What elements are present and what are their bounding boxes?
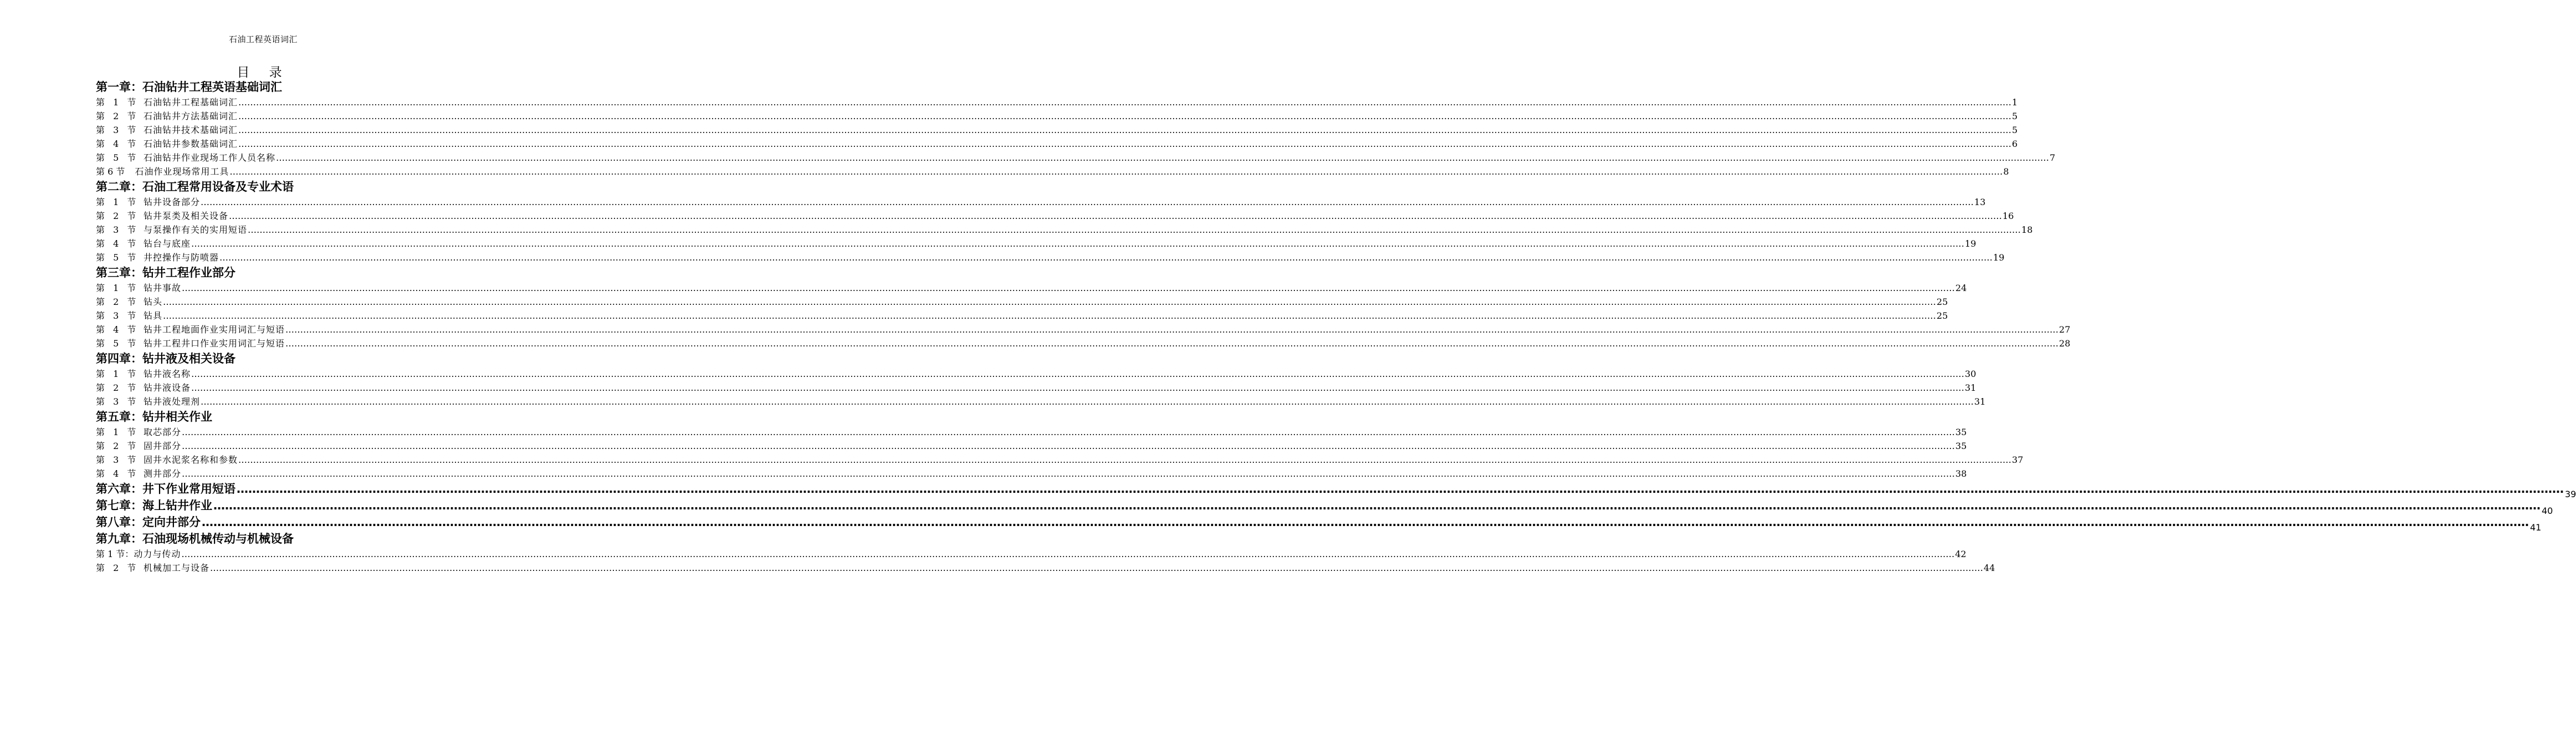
toc-section-entry: [96, 223, 2033, 237]
section-title: 钻井工程地面作业实用词汇与短语: [144, 324, 285, 335]
chapter-title: 第一章：石油钻井工程英语基础词汇: [96, 80, 282, 94]
dot-leader: ……………………………………………………………………………………………………………………………………………………………………………………………………………………………………………………………………………………………………………………………………………………………………………………………………………………………………………………………………………………………………………………………………………………: [238, 97, 2012, 108]
toc-section-entry: [96, 467, 1967, 481]
toc-chapter-heading: [96, 264, 431, 281]
section-title: 钻井液名称: [144, 369, 191, 379]
chapter-title: 第八章：定向井部分: [96, 516, 201, 529]
toc-section-entry: [96, 295, 1948, 309]
section-number: 第 6 节: [96, 166, 125, 177]
section-number: 第 4 节: [96, 468, 139, 479]
toc-section-entry: [96, 395, 1986, 409]
section-number: 第 2 节: [96, 211, 139, 221]
section-number: 第 1 节：: [96, 549, 134, 559]
section-title: 钻井设备部分: [144, 197, 201, 207]
dot-leader: ……………………………………………………………………………………………………………………………………………………………………………………………………………………………………………………………………………………………………………………………………………………………………………………………………………………………………………………………………………………………………………………………………………………: [182, 283, 1955, 293]
toc-section-entry: [96, 381, 1976, 395]
section-title: 钻井液设备: [144, 382, 191, 393]
dot-leader: ……………………………………………………………………………………………………………………………………………………………………………………………………………………………………………………………………………………………………………………………………………………………………………………………………………………………………………………………………………………………………………………………………………………: [163, 310, 1937, 321]
toc-chapter-heading: [96, 514, 2542, 533]
toc-section-entry: [96, 323, 2071, 336]
toc-title: 目 录: [237, 65, 290, 80]
dot-leader: ……………………………………………………………………………………………………………………………………………………………………………………………………………………………………………………………………………………………………………………………………………………………………………………………………………………………………………………………………………………………………………………………………………………: [202, 516, 2529, 529]
section-number: 第 1 节: [96, 427, 139, 437]
toc-section-entry: [96, 165, 2009, 178]
section-number: 第 1 节: [96, 369, 139, 379]
section-title: 石油钻井作业现场工作人员名称: [144, 152, 276, 163]
toc-section-entry: [96, 109, 2018, 123]
dot-leader: ……………………………………………………………………………………………………………………………………………………………………………………………………………………………………………………………………………………………………………………………………………………………………………………………………………………………………………………………………………………………………………………………………………………: [191, 369, 1965, 379]
running-header: 石油工程英语词汇: [228, 34, 298, 44]
toc-section-entry: [96, 209, 2014, 223]
chapter-title: 第九章：石油现场机械传动与机械设备: [96, 532, 294, 545]
toc-section-entry: [96, 425, 1967, 439]
section-number: 第 3 节: [96, 396, 139, 407]
section-title: 与泵操作有关的实用短语: [144, 224, 248, 235]
section-number: 第 2 节: [96, 563, 139, 573]
dot-leader: ……………………………………………………………………………………………………………………………………………………………………………………………………………………………………………………………………………………………………………………………………………………………………………………………………………………………………………………………………………………………………………………………………………………: [238, 455, 2012, 465]
section-title: 钻井液处理剂: [144, 396, 201, 407]
section-page-number: 35: [1955, 427, 1967, 437]
section-title: 石油钻井技术基础词汇: [144, 125, 238, 135]
table-of-contents: [96, 79, 2576, 575]
toc-section-entry: [96, 367, 1976, 381]
section-page-number: 1: [2012, 97, 2018, 108]
section-number: 第 5 节: [96, 152, 139, 163]
section-title: 石油作业现场常用工具: [135, 166, 229, 177]
section-page-number: 18: [2021, 224, 2033, 235]
section-title: 取芯部分: [144, 427, 182, 437]
section-page-number: 38: [1955, 468, 1967, 479]
dot-leader: ……………………………………………………………………………………………………………………………………………………………………………………………………………………………………………………………………………………………………………………………………………………………………………………………………………………………………………………………………………………………………………………………………………………: [213, 499, 2541, 512]
section-title: 测井部分: [144, 468, 182, 479]
section-page-number: 13: [1974, 197, 1986, 207]
section-title: 石油钻井工程基础词汇: [144, 97, 238, 108]
section-page-number: 31: [1974, 396, 1986, 407]
section-page-number: 19: [1965, 238, 1976, 249]
section-number: 第 2 节: [96, 382, 139, 393]
section-title: 石油钻井方法基础词汇: [144, 111, 238, 121]
dot-leader: ……………………………………………………………………………………………………………………………………………………………………………………………………………………………………………………………………………………………………………………………………………………………………………………………………………………………………………………………………………………………………………………………………………………: [285, 324, 2059, 335]
section-page-number: 42: [1955, 549, 1966, 559]
toc-section-entry: [96, 281, 1967, 295]
dot-leader: ……………………………………………………………………………………………………………………………………………………………………………………………………………………………………………………………………………………………………………………………………………………………………………………………………………………………………………………………………………………………………………………………………………………: [201, 396, 1974, 407]
section-number: 第 1 节: [96, 197, 139, 207]
toc-chapter-heading: [96, 409, 431, 425]
section-title: 井控操作与防喷器: [144, 252, 219, 263]
dot-leader: ……………………………………………………………………………………………………………………………………………………………………………………………………………………………………………………………………………………………………………………………………………………………………………………………………………………………………………………………………………………………………………………………………………………: [191, 238, 1965, 249]
toc-chapter-heading: [96, 497, 2553, 516]
toc-chapter-heading: [96, 79, 431, 95]
chapter-page-number: 41: [2530, 522, 2542, 533]
dot-leader: ……………………………………………………………………………………………………………………………………………………………………………………………………………………………………………………………………………………………………………………………………………………………………………………………………………………………………………………………………………………………………………………………………………………: [219, 252, 1993, 263]
dot-leader: ……………………………………………………………………………………………………………………………………………………………………………………………………………………………………………………………………………………………………………………………………………………………………………………………………………………………………………………………………………………………………………………………………………………: [201, 197, 1974, 207]
section-page-number: 31: [1965, 382, 1976, 393]
section-page-number: 28: [2059, 338, 2071, 349]
section-page-number: 27: [2059, 324, 2071, 335]
section-number: 第 3 节: [96, 125, 139, 135]
section-page-number: 24: [1955, 283, 1967, 293]
chapter-page-number: 40: [2542, 506, 2553, 516]
section-title: 钻具: [144, 310, 163, 321]
toc-section-entry: [96, 547, 1966, 561]
section-page-number: 30: [1965, 369, 1976, 379]
dot-leader: ……………………………………………………………………………………………………………………………………………………………………………………………………………………………………………………………………………………………………………………………………………………………………………………………………………………………………………………………………………………………………………………………………………………: [229, 166, 2003, 177]
section-page-number: 5: [2012, 111, 2018, 121]
section-number: 第 2 节: [96, 111, 139, 121]
section-page-number: 6: [2012, 139, 2018, 149]
section-title: 固井部分: [144, 441, 182, 451]
section-number: 第 4 节: [96, 139, 139, 149]
section-page-number: 19: [1993, 252, 2005, 263]
section-page-number: 8: [2003, 166, 2009, 177]
dot-leader: ……………………………………………………………………………………………………………………………………………………………………………………………………………………………………………………………………………………………………………………………………………………………………………………………………………………………………………………………………………………………………………………………………………………: [238, 125, 2012, 135]
dot-leader: ……………………………………………………………………………………………………………………………………………………………………………………………………………………………………………………………………………………………………………………………………………………………………………………………………………………………………………………………………………………………………………………………………………………: [210, 563, 1984, 573]
toc-chapter-heading: [96, 178, 431, 195]
section-number: 第 3 节: [96, 224, 139, 235]
section-title: 动力与传动: [134, 549, 181, 559]
toc-section-entry: [96, 95, 2018, 109]
section-title: 钻台与底座: [144, 238, 191, 249]
section-title: 固井水泥浆名称和参数: [144, 455, 238, 465]
section-page-number: 7: [2050, 152, 2056, 163]
dot-leader: ……………………………………………………………………………………………………………………………………………………………………………………………………………………………………………………………………………………………………………………………………………………………………………………………………………………………………………………………………………………………………………………………………………………: [238, 139, 2012, 149]
toc-section-entry: [96, 251, 2005, 264]
section-number: 第 3 节: [96, 310, 139, 321]
toc-chapter-heading: [96, 481, 2576, 499]
toc-chapter-heading: [96, 350, 431, 367]
toc-section-entry: [96, 195, 1986, 209]
chapter-title: 第五章：钻井相关作业: [96, 410, 212, 423]
chapter-title: 第二章：石油工程常用设备及专业术语: [96, 180, 294, 193]
toc-section-entry: [96, 309, 1948, 323]
section-page-number: 25: [1937, 297, 1948, 307]
toc-section-entry: [96, 237, 1976, 251]
section-number: 第 2 节: [96, 297, 139, 307]
section-number: 第 1 节: [96, 97, 139, 108]
toc-section-entry: [96, 123, 2018, 137]
section-number: 第 5 节: [96, 252, 139, 263]
section-page-number: 44: [1984, 563, 1995, 573]
section-title: 钻井泵类及相关设备: [144, 211, 229, 221]
dot-leader: ……………………………………………………………………………………………………………………………………………………………………………………………………………………………………………………………………………………………………………………………………………………………………………………………………………………………………………………………………………………………………………………………………………………: [182, 427, 1955, 437]
section-page-number: 16: [2003, 211, 2014, 221]
dot-leader: ……………………………………………………………………………………………………………………………………………………………………………………………………………………………………………………………………………………………………………………………………………………………………………………………………………………………………………………………………………………………………………………………………………………: [181, 549, 1955, 559]
section-page-number: 5: [2012, 125, 2018, 135]
toc-section-entry: [96, 137, 2018, 151]
dot-leader: ……………………………………………………………………………………………………………………………………………………………………………………………………………………………………………………………………………………………………………………………………………………………………………………………………………………………………………………………………………………………………………………………………………………: [276, 152, 2050, 163]
section-number: 第 5 节: [96, 338, 139, 349]
section-title: 石油钻井参数基础词汇: [144, 139, 238, 149]
section-number: 第 2 节: [96, 441, 139, 451]
dot-leader: ……………………………………………………………………………………………………………………………………………………………………………………………………………………………………………………………………………………………………………………………………………………………………………………………………………………………………………………………………………………………………………………………………………………: [285, 338, 2059, 349]
section-title: 机械加工与设备: [144, 563, 210, 573]
toc-section-entry: [96, 453, 2024, 467]
chapter-page-number: 39: [2565, 489, 2576, 499]
section-page-number: 25: [1937, 310, 1948, 321]
section-title: 钻井工程井口作业实用词汇与短语: [144, 338, 285, 349]
chapter-title: 第七章：海上钻井作业: [96, 499, 212, 512]
dot-leader: ……………………………………………………………………………………………………………………………………………………………………………………………………………………………………………………………………………………………………………………………………………………………………………………………………………………………………………………………………………………………………………………………………………………: [191, 382, 1965, 393]
toc-section-entry: [96, 336, 2071, 350]
section-page-number: 35: [1955, 441, 1967, 451]
dot-leader: ……………………………………………………………………………………………………………………………………………………………………………………………………………………………………………………………………………………………………………………………………………………………………………………………………………………………………………………………………………………………………………………………………………………: [248, 224, 2021, 235]
chapter-title: 第六章：井下作业常用短语: [96, 482, 235, 496]
dot-leader: ……………………………………………………………………………………………………………………………………………………………………………………………………………………………………………………………………………………………………………………………………………………………………………………………………………………………………………………………………………………………………………………………………………………: [238, 111, 2012, 121]
dot-leader: ……………………………………………………………………………………………………………………………………………………………………………………………………………………………………………………………………………………………………………………………………………………………………………………………………………………………………………………………………………………………………………………………………………………: [182, 441, 1955, 451]
toc-section-entry: [96, 561, 1995, 575]
toc-section-entry: [96, 439, 1967, 453]
dot-leader: ……………………………………………………………………………………………………………………………………………………………………………………………………………………………………………………………………………………………………………………………………………………………………………………………………………………………………………………………………………………………………………………………………………………: [182, 468, 1955, 479]
section-title: 钻头: [144, 297, 163, 307]
section-page-number: 37: [2012, 455, 2024, 465]
section-number: 第 4 节: [96, 324, 139, 335]
dot-leader: ……………………………………………………………………………………………………………………………………………………………………………………………………………………………………………………………………………………………………………………………………………………………………………………………………………………………………………………………………………………………………………………………………………………: [237, 482, 2564, 496]
section-number: 第 3 节: [96, 455, 139, 465]
section-number: 第 4 节: [96, 238, 139, 249]
chapter-title: 第三章：钻井工程作业部分: [96, 266, 235, 279]
chapter-title: 第四章：钻井液及相关设备: [96, 352, 235, 365]
dot-leader: ……………………………………………………………………………………………………………………………………………………………………………………………………………………………………………………………………………………………………………………………………………………………………………………………………………………………………………………………………………………………………………………………………………………: [163, 297, 1937, 307]
dot-leader: ……………………………………………………………………………………………………………………………………………………………………………………………………………………………………………………………………………………………………………………………………………………………………………………………………………………………………………………………………………………………………………………………………………………: [229, 211, 2003, 221]
section-number: 第 1 节: [96, 283, 139, 293]
toc-section-entry: [96, 151, 2056, 165]
toc-chapter-heading: [96, 530, 431, 547]
section-title: 钻井事故: [144, 283, 182, 293]
